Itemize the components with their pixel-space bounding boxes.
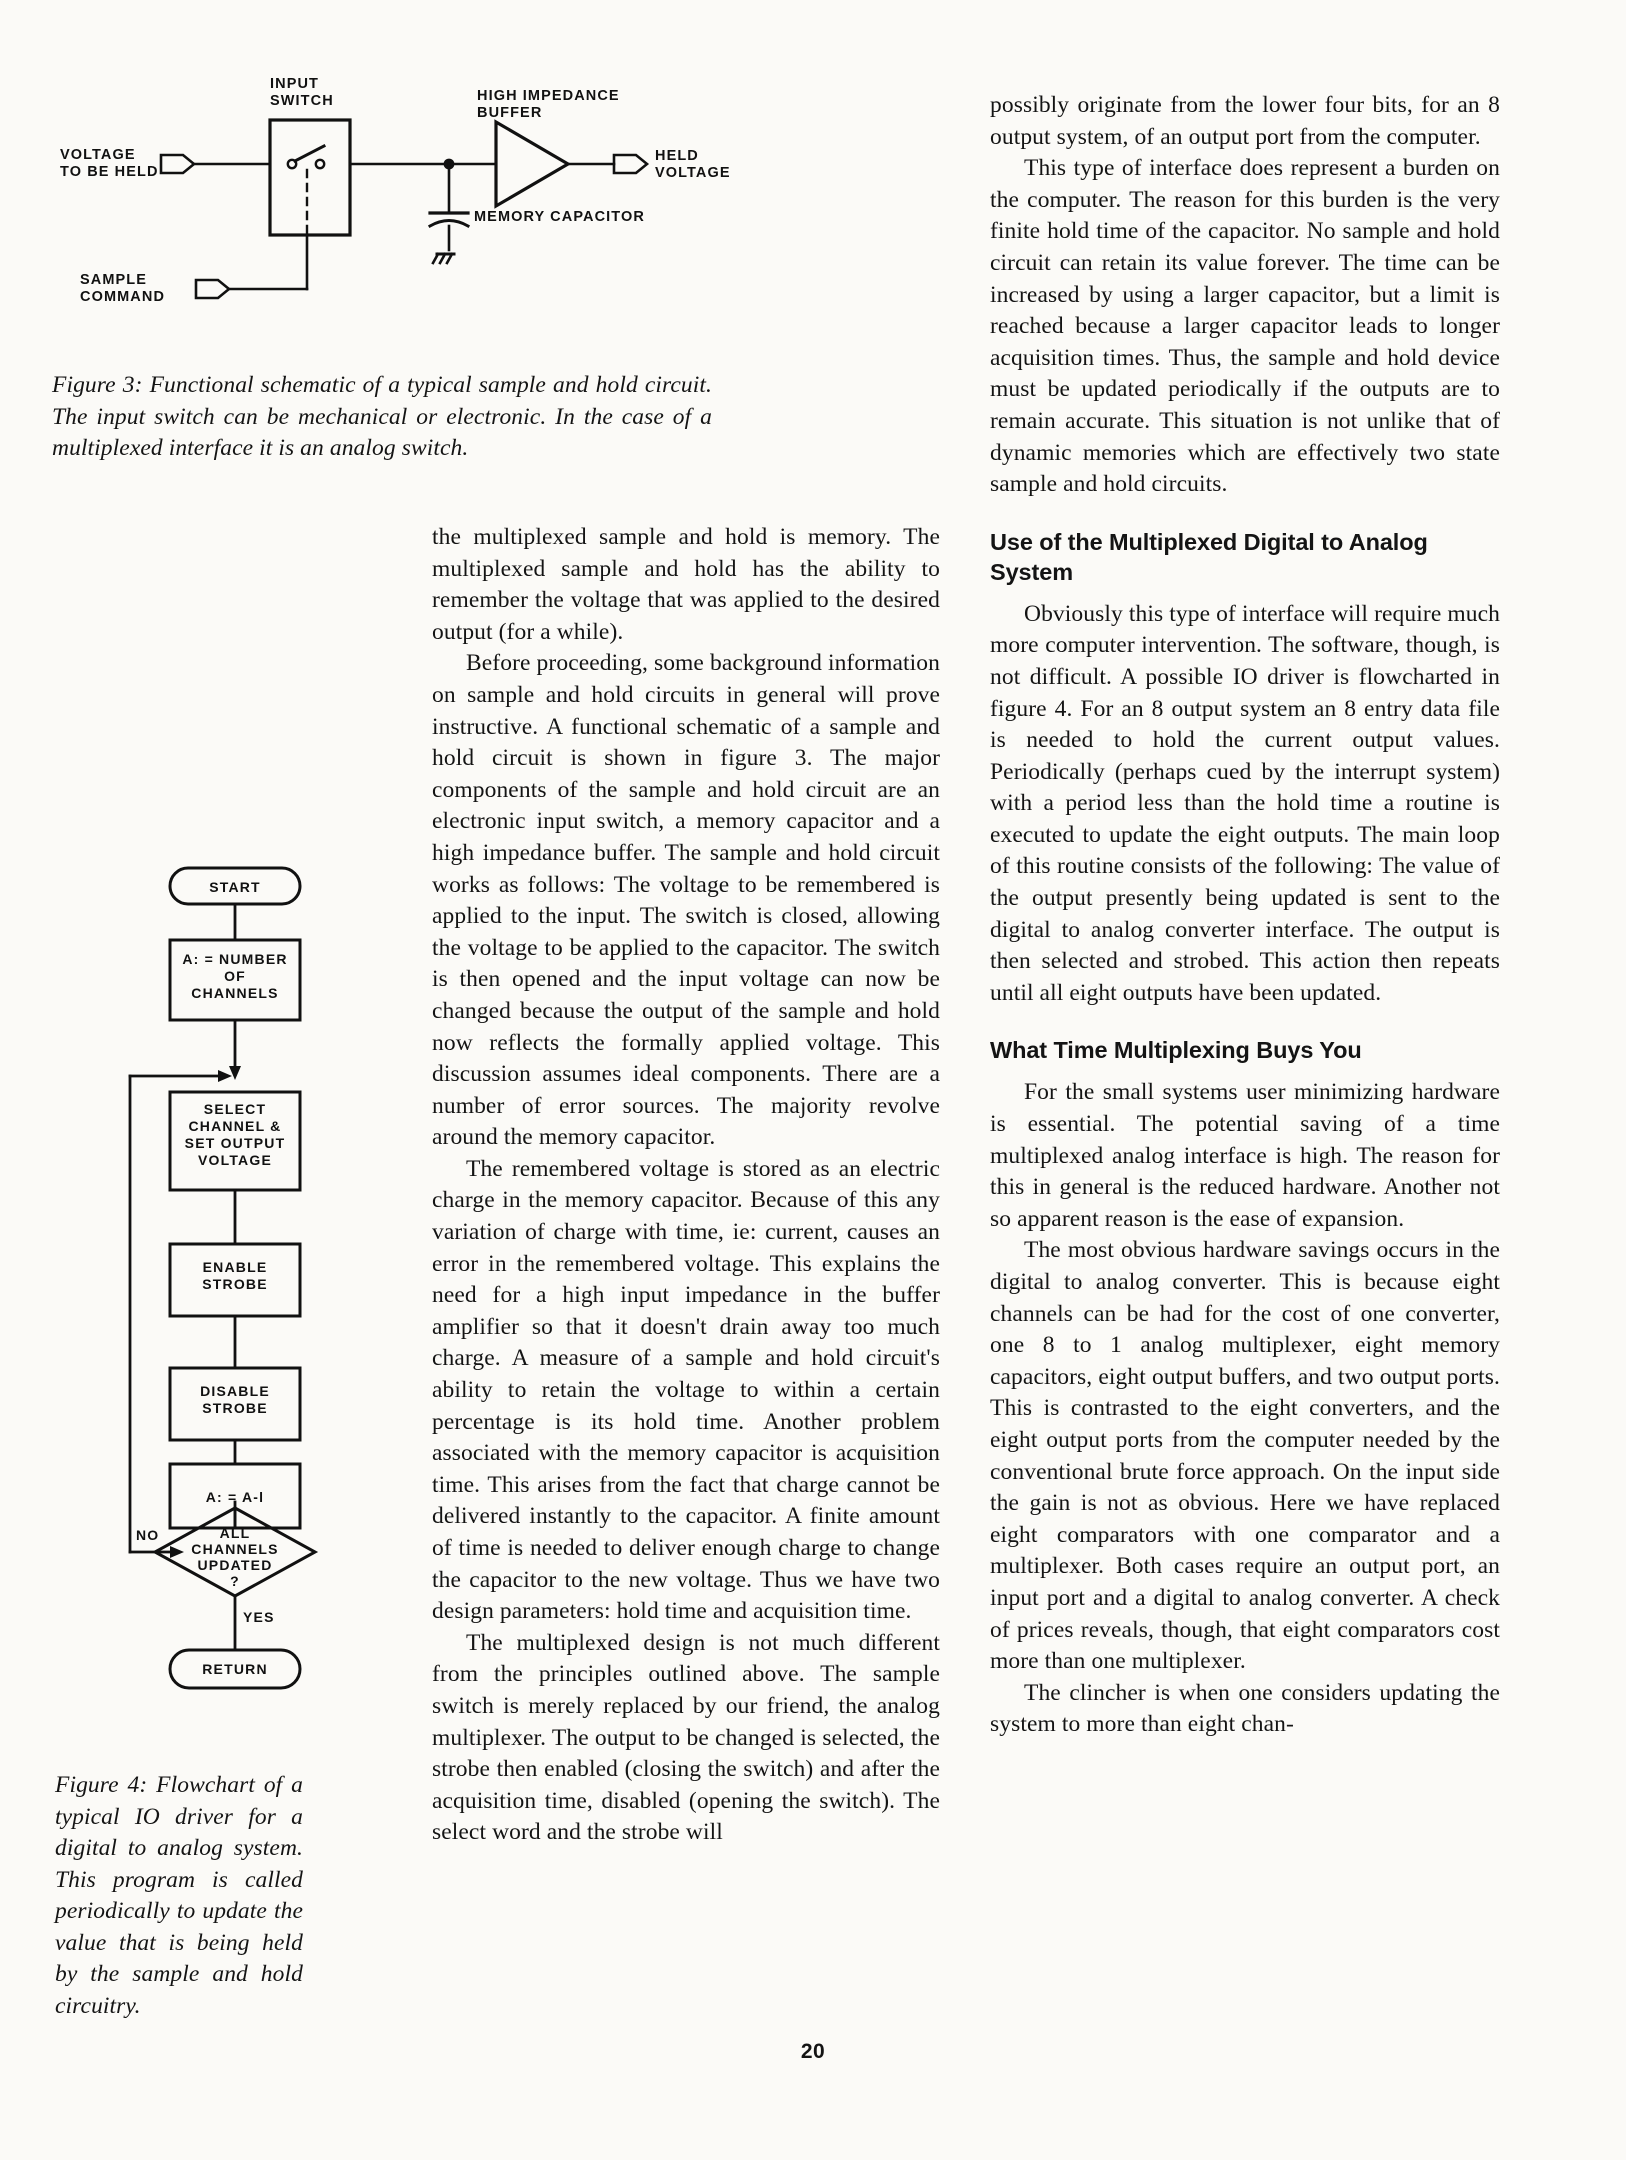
label-input-switch-line2: SWITCH	[270, 93, 334, 109]
figure-4-flowchart	[110, 860, 420, 1750]
flow-select-label-line2: CHANNEL &	[188, 1118, 282, 1134]
section-heading: Use of the Multiplexed Digital to Analog System	[990, 528, 1428, 585]
figure-3-schematic	[52, 60, 752, 360]
label-voltage-to-be-held-line2: TO BE HELD	[60, 164, 159, 180]
flow-disable-label-line2: STROBE	[202, 1400, 268, 1416]
label-input-switch-line1: INPUT	[270, 76, 319, 92]
label-high-impedance-line1: HIGH IMPEDANCE	[477, 88, 620, 104]
flow-branch-yes-label: YES	[243, 1609, 275, 1625]
right-text-column	[990, 90, 1500, 1741]
label-high-impedance-line2: BUFFER	[477, 105, 543, 121]
flow-start-label: START	[209, 879, 261, 895]
flow-return-label: RETURN	[202, 1661, 268, 1677]
flow-branch-no-label: NO	[136, 1527, 160, 1543]
middle-text-column	[432, 522, 940, 1849]
flow-init-label-line3: CHANNELS	[191, 985, 279, 1001]
label-held-voltage-line1: HELD	[655, 148, 699, 164]
flow-init-label-line2: OF	[224, 968, 246, 984]
paragraph: The clincher is when one considers updating the system to more than eight chan-	[990, 1679, 1500, 1738]
flow-select-label-line1: SELECT	[203, 1101, 267, 1117]
paragraph: Obviously this type of interface will require much more computer intervention. The software, though, is not difficult. A possible IO driver is flowcharted in figure 4. For an 8 output system an 8 entry data file is needed to hold the current output values. Periodically (perhaps cued by the interrupt system) with a period less than the hold time a routine is executed to update the eight outputs. The main loop of this routine consists of the following: The value of the output presently being updated is sent to the digital to analog converter interface. The output is then selected and strobed. This action then repeats until all eight outputs have been updated.	[990, 600, 1500, 1006]
flow-decrement-label: A: = A-l	[205, 1489, 265, 1505]
flow-arrowhead-loopback	[218, 1070, 232, 1082]
sample-command-connector	[196, 280, 229, 298]
voltage-to-be-held-connector	[161, 155, 194, 173]
paragraph: For the small systems user minimizing hardware is essential. The potential saving of a time multiplexed analog interface is high. The reason for this in general is the reduced hardware. Another not so apparent reason is the ease of expansion.	[990, 1079, 1500, 1232]
page-number: 20	[800, 2040, 826, 2063]
high-impedance-buffer-symbol	[496, 122, 568, 206]
held-voltage-connector	[614, 155, 647, 173]
paragraph: Before proceeding, some background information on sample and hold circuits in general will prove instructive. A functional schematic of a sample and hold circuit is shown in figure 3. The major components of the sample and hold circuit are an electronic input switch, a memory capacitor and a high impedance buffer. The sample and hold circuit works as follows: The voltage to be remembered is applied to the input. The switch is closed, allowing the voltage to be applied to the capacitor. The switch is then opened and the input voltage can now be changed because the output of the sample and hold now reflects the formally applied voltage. This discussion assumes ideal components. There are a number of error sources. The majority revolve around the memory capacitor.	[432, 650, 940, 1151]
paragraph: the multiplexed sample and hold is memory. The multiplexed sample and hold has the ability to remember the voltage that was applied to the desired output (for a while).	[432, 524, 940, 645]
paragraph: This type of interface does represent a burden on the computer. The reason for this burden is the very finite hold time of the capacitor. No sample and hold circuit can retain its value forever. The time can be increased by using a larger capacitor, but a limit is reached because a larger capacitor leads to longer acquisition times. Thus, the sample and hold device must be updated periodically if the outputs are to remain accurate. This situation is not unlike that of dynamic memories which are effectively two state sample and hold circuits.	[990, 155, 1500, 498]
flow-decision-label-line3: UPDATED	[197, 1557, 273, 1573]
flow-enable-label-line2: STROBE	[202, 1276, 268, 1292]
flow-select-label-line4: VOLTAGE	[198, 1152, 272, 1168]
flow-select-label-line3: SET OUTPUT	[184, 1135, 286, 1151]
label-sample-command-line2: COMMAND	[80, 289, 166, 305]
flow-arrowhead-no-branch	[170, 1546, 184, 1558]
figure-3-caption: Figure 3: Functional schematic of a typical sample and hold circuit. The input switch can be mechanical or electronic. In the case of a multiplexed interface it is an analog switch.	[52, 372, 712, 461]
flow-arrowhead-down-init	[229, 1066, 241, 1080]
label-held-voltage-line2: VOLTAGE	[655, 165, 731, 181]
paragraph: The most obvious hardware savings occurs in the digital to analog converter. This is because eight channels can be had for the cost of one converter, one 8 to 1 analog multiplexer, eight memory capacitors, eight output buffers, and two output ports. This is contrasted to the eight converters, and the eight output ports from the computer needed by the conventional brute force approach. On the input side the gain is not as obvious. Here we have replaced eight comparators with one comparator and a multiplexer. Both cases require an output port, an input port and a digital to analog converter. A check of prices reveals, though, that eight comparators cost more than one multiplexer.	[990, 1237, 1500, 1675]
flow-disable-label-line1: DISABLE	[200, 1383, 270, 1399]
switch-contact-right	[316, 160, 324, 168]
flow-init-label-line1: A: = NUMBER	[182, 951, 288, 967]
figure-4-caption: Figure 4: Flowchart of a typical IO driver for a digital to analog system. This program is called periodically to update the value that is being held by the sample and hold circuitry.	[55, 1772, 303, 2019]
paragraph: possibly originate from the lower four bits, for an 8 output system, of an output port from the computer.	[990, 92, 1500, 150]
paragraph: The multiplexed design is not much different from the principles outlined above. The sample switch is merely replaced by our friend, the analog multiplexer. The output to be changed is selected, the strobe then enabled (closing the switch) and after the acquisition time, disabled (opening the switch). The select word and the strobe will	[432, 1629, 940, 1846]
paragraph: The remembered voltage is stored as an electric charge in the memory capacitor. Because of this any variation of charge with time, ie: current, causes an error in the remembered voltage. This explains the need for a high input impedance in the buffer amplifier so that it doesn't drain away too much charge. A measure of a sample and hold circuit's ability to retain the voltage to within a certain percentage is its hold time. Another problem associated with the memory capacitor is acquisition time. This arises from the fact that charge cannot be delivered instantly to the capacitor. A finite amount of time is needed to deliver enough charge to change the capacitor to the new voltage. Thus we have two design parameters: hold time and acquisition time.	[432, 1155, 940, 1625]
label-sample-command-line1: SAMPLE	[80, 272, 148, 288]
flow-decision-label-line4: ?	[230, 1573, 240, 1589]
label-voltage-to-be-held-line1: VOLTAGE	[60, 147, 136, 163]
input-switch-box	[270, 120, 350, 235]
flow-enable-label-line1: ENABLE	[202, 1259, 268, 1275]
label-memory-capacitor: MEMORY CAPACITOR	[474, 209, 645, 225]
flow-decision-label-line1: ALL	[219, 1525, 251, 1541]
flow-decision-label-line2: CHANNELS	[191, 1541, 279, 1557]
section-heading: What Time Multiplexing Buys You	[990, 1037, 1362, 1064]
